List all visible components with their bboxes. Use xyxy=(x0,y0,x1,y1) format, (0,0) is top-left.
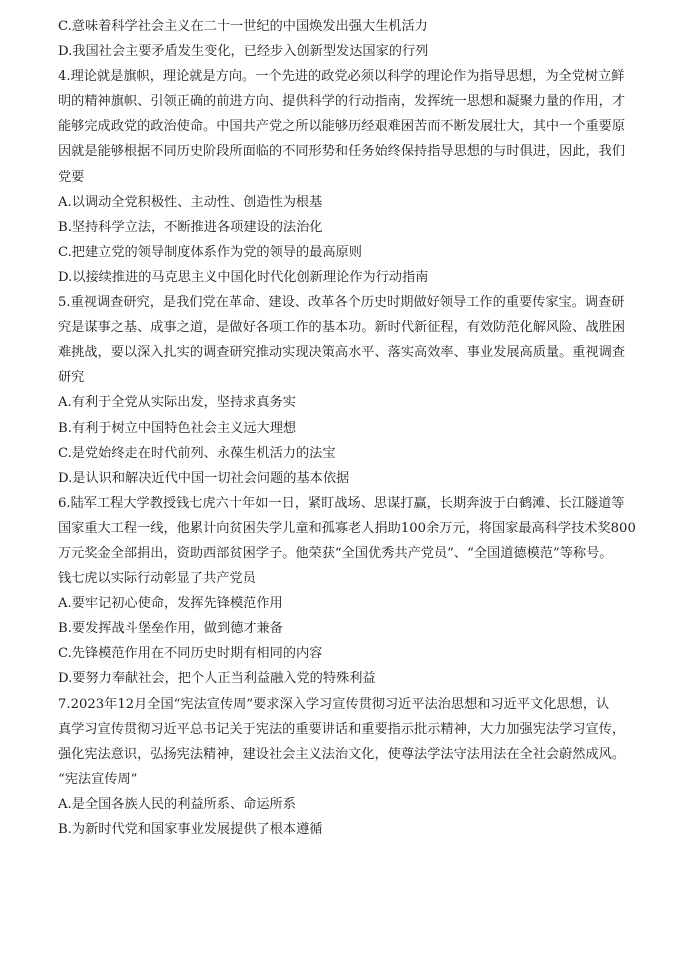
question-stem xyxy=(58,692,660,792)
question-line: 难挑战，要以深入扎实的调查研究推动实现决策高水平、落实高效率、事业发展高质量。重视调查 xyxy=(58,345,626,361)
answer-option: C.先锋模范作用在不同历史时期有相同的内容 xyxy=(58,646,323,662)
question-line: 党要 xyxy=(58,169,85,185)
answer-option: B.有利于树立中国特色社会主义远大理想 xyxy=(58,420,297,436)
answer-option: A.是全国各族人民的利益所系、命运所系 xyxy=(58,796,296,812)
question-line: 因就是能够根据不同历史阶段所面临的不同形势和任务始终保持指导思想的与时俱进，因此，我们 xyxy=(58,144,626,160)
answer-option: C.是党始终走在时代前列、永葆生机活力的法宝 xyxy=(58,445,336,461)
question-line: 钱七虎以实际行动彰显了共产党员 xyxy=(58,571,256,587)
answer-option: C.把建立党的领导制度体系作为党的领导的最高原则 xyxy=(58,244,362,260)
question-line: 明的精神旗帜、引领正确的前进方向、提供科学的行动指南，发挥统一思想和凝聚力量的作用，才 xyxy=(58,94,626,110)
question-line: 4.理论就是旗帜，理论就是方向。一个先进的政党必须以科学的理论作为指导思想，为全党树立鲜 xyxy=(58,69,625,85)
question-stem xyxy=(58,64,660,189)
question-line: 万元奖金全部捐出，资助西部贫困学子。他荣获“全国优秀共产党员”、“全国道德模范”等称号。 xyxy=(58,545,613,561)
question-line: 5.重视调查研究，是我们党在革命、建设、改革各个历史时期做好领导工作的重要传家宝。调查研 xyxy=(58,295,625,311)
question-line: 究是谋事之基、成事之道，是做好各项工作的基本功。新时代新征程，有效防范化解风险、战胜困 xyxy=(58,320,626,336)
question-stem xyxy=(58,290,660,390)
question-line: 能够完成政党的政治使命。中国共产党之所以能够历经艰难困苦而不断发展壮大，其中一个重要原 xyxy=(58,119,626,135)
question-line: 7.2023年12月全国“宪法宣传周”要求深入学习宣传贯彻习近平法治思想和习近平文化思想，认 xyxy=(58,696,610,712)
answer-option: A.要牢记初心使命，发挥先锋模范作用 xyxy=(58,596,283,612)
question-line: 真学习宣传贯彻习近平总书记关于宪法的重要讲话和重要指示批示精神，大力加强宪法学习宣传， xyxy=(58,721,626,737)
question-line: 强化宪法意识，弘扬宪法精神，建设社会主义法治文化，使尊法学法守法用法在全社会蔚然成风。 xyxy=(58,746,626,762)
answer-option: B.为新时代党和国家事业发展提供了根本遵循 xyxy=(58,822,323,837)
answer-option: B.坚持科学立法，不断推进各项建设的法治化 xyxy=(58,219,323,235)
answer-option: D.以接续推进的马克思主义中国化时代化创新理论作为行动指南 xyxy=(58,269,429,285)
answer-option: A.以调动全党积极性、主动性、创造性为根基 xyxy=(58,194,323,210)
question-line: 研究 xyxy=(58,370,85,386)
answer-option: D.是认识和解决近代中国一切社会问题的基本依据 xyxy=(58,470,350,486)
answer-option: D.我国社会主要矛盾发生变化，已经步入创新型发达国家的行列 xyxy=(58,44,429,60)
question-line: 6.陆军工程大学教授钱七虎六十年如一日，紧盯战场、思谋打赢，长期奔波于白鹤滩、长江隧道等 xyxy=(58,495,625,511)
question-stem xyxy=(58,491,660,591)
answer-option: A.有利于全党从实际出发，坚持求真务实 xyxy=(58,395,296,411)
answer-option: C.意味着科学社会主义在二十一世纪的中国焕发出强大生机活力 xyxy=(58,19,428,34)
answer-option: D.要努力奉献社会，把个人正当利益融入党的特殊利益 xyxy=(58,671,376,687)
question-line: 国家重大工程一线，他累计向贫困失学儿童和孤寡老人捐助100余万元，将国家最高科学技术奖800 xyxy=(58,520,636,536)
question-line: “宪法宣传周” xyxy=(58,771,138,787)
answer-option: B.要发挥战斗堡垒作用，做到德才兼备 xyxy=(58,621,283,637)
